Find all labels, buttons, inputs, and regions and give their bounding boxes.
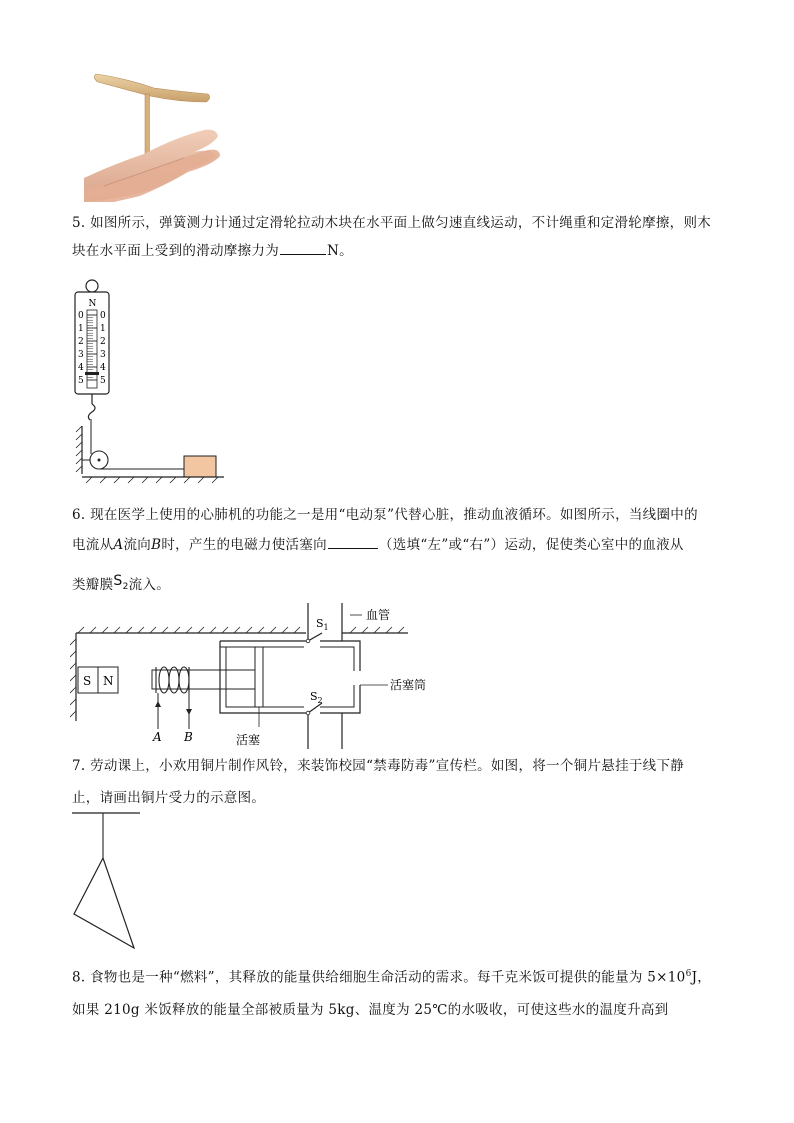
s2-letter: S: [310, 690, 318, 703]
valve-s2-sub: 2: [122, 581, 129, 592]
answer-blank[interactable]: [280, 240, 326, 255]
tick-label: 1: [100, 324, 106, 334]
tick-label: 4: [100, 363, 106, 373]
question-8-line2: 如果 210g 米饭释放的能量全部被质量为 5kg、温度为 25℃的水吸收，可使这些水的温度升高到: [72, 1001, 669, 1018]
scale-unit-label: N: [88, 299, 97, 309]
text: 电流从: [72, 537, 114, 553]
question-7-line1: [72, 750, 724, 782]
tick-label: 0: [100, 311, 106, 321]
text: 类瓣膜: [72, 577, 114, 593]
valve-s2-letter: S: [113, 573, 123, 589]
top-wall-hatching: [78, 627, 300, 633]
question-number: 7.: [72, 758, 86, 774]
question-7-line2: 止，请画出铜片受力的示意图。: [72, 790, 266, 806]
text: 流入。: [128, 577, 171, 593]
tick-label: 5: [100, 376, 106, 386]
tick-label: 5: [78, 376, 84, 386]
scale-pointer: [85, 372, 99, 375]
wall-hatching: [76, 426, 82, 472]
electric-pump-figure: [70, 603, 450, 749]
text: 时，产生的电磁力使活塞向: [161, 537, 327, 553]
label-s2: [310, 690, 323, 705]
s1-letter: S: [316, 617, 324, 630]
valve-s2: [113, 573, 129, 592]
magnet-n-label: N: [103, 674, 114, 688]
ground-hatching: [86, 477, 218, 483]
question-6-line3: [72, 566, 724, 602]
spring-scale-pulley-figure: [64, 276, 234, 486]
label-a: A: [153, 730, 162, 744]
tick-label: 4: [78, 363, 84, 373]
wood-block: [184, 456, 216, 477]
question-text: 现在医学上使用的心肺机的功能之一是用“电动泵”代替心脏，推动血液循环。如图所示，当线圈中的: [90, 507, 698, 523]
s2-sub: 2: [317, 696, 323, 705]
label-piston: 活塞: [236, 733, 261, 747]
question-text: 如图所示，弹簧测力计通过定滑轮拉动木块在水平面上做匀速直线运动，不计绳重和定滑轮摩擦，则木块在水平面上受到的滑动摩擦力为: [72, 215, 712, 259]
var-b: B: [151, 537, 162, 553]
answer-blank[interactable]: [328, 534, 378, 549]
s1-sub: 1: [323, 623, 329, 632]
question-7: [72, 750, 724, 814]
left-wall-hatching: [70, 639, 76, 717]
label-cylinder: 活塞筒: [390, 678, 427, 692]
label-blood-vessel: 血管: [366, 608, 391, 622]
tick-label: 2: [78, 337, 84, 347]
question-6: [72, 500, 724, 602]
label-b: B: [184, 730, 193, 744]
tick-label: 3: [100, 350, 106, 360]
tick-label: 3: [78, 350, 84, 360]
question-text-end: N。: [327, 243, 353, 259]
tick-label: 2: [100, 337, 106, 347]
bamboo-dragonfly-photo: [84, 66, 224, 202]
magnet-s-label: S: [83, 674, 92, 688]
copper-plate: [74, 858, 134, 948]
question-8: [72, 958, 724, 1026]
question-6-line2: [72, 530, 724, 560]
text: J，: [691, 969, 712, 986]
tick-label: 0: [78, 311, 84, 321]
text: 流向: [123, 537, 152, 553]
question-number: 8.: [72, 969, 86, 986]
question-text: 劳动课上，小欢用铜片制作风铃，来装饰校园“禁毒防毒”宣传栏。如图，将一个铜片悬挂于线下静: [90, 758, 685, 774]
question-text: 食物也是一种“燃料”，其释放的能量供给细胞生命活动的需求。每千克米饭可提供的能量为 5×10: [90, 969, 686, 986]
hanging-copper-figure[interactable]: [70, 810, 150, 956]
tick-label: 1: [78, 324, 84, 334]
label-s1: [316, 617, 329, 632]
valve-s1: [308, 633, 322, 641]
exponent: 6: [685, 969, 692, 979]
piston: [255, 647, 263, 707]
text: （选填“左”或“右”）运动，促使类心室中的血液从: [378, 537, 684, 553]
question-number: 6.: [72, 507, 86, 523]
question-5: [72, 209, 724, 265]
question-6-line1: [72, 500, 724, 530]
question-number: 5.: [72, 215, 86, 231]
question-8-line1: [72, 958, 724, 994]
var-a: A: [113, 537, 124, 553]
